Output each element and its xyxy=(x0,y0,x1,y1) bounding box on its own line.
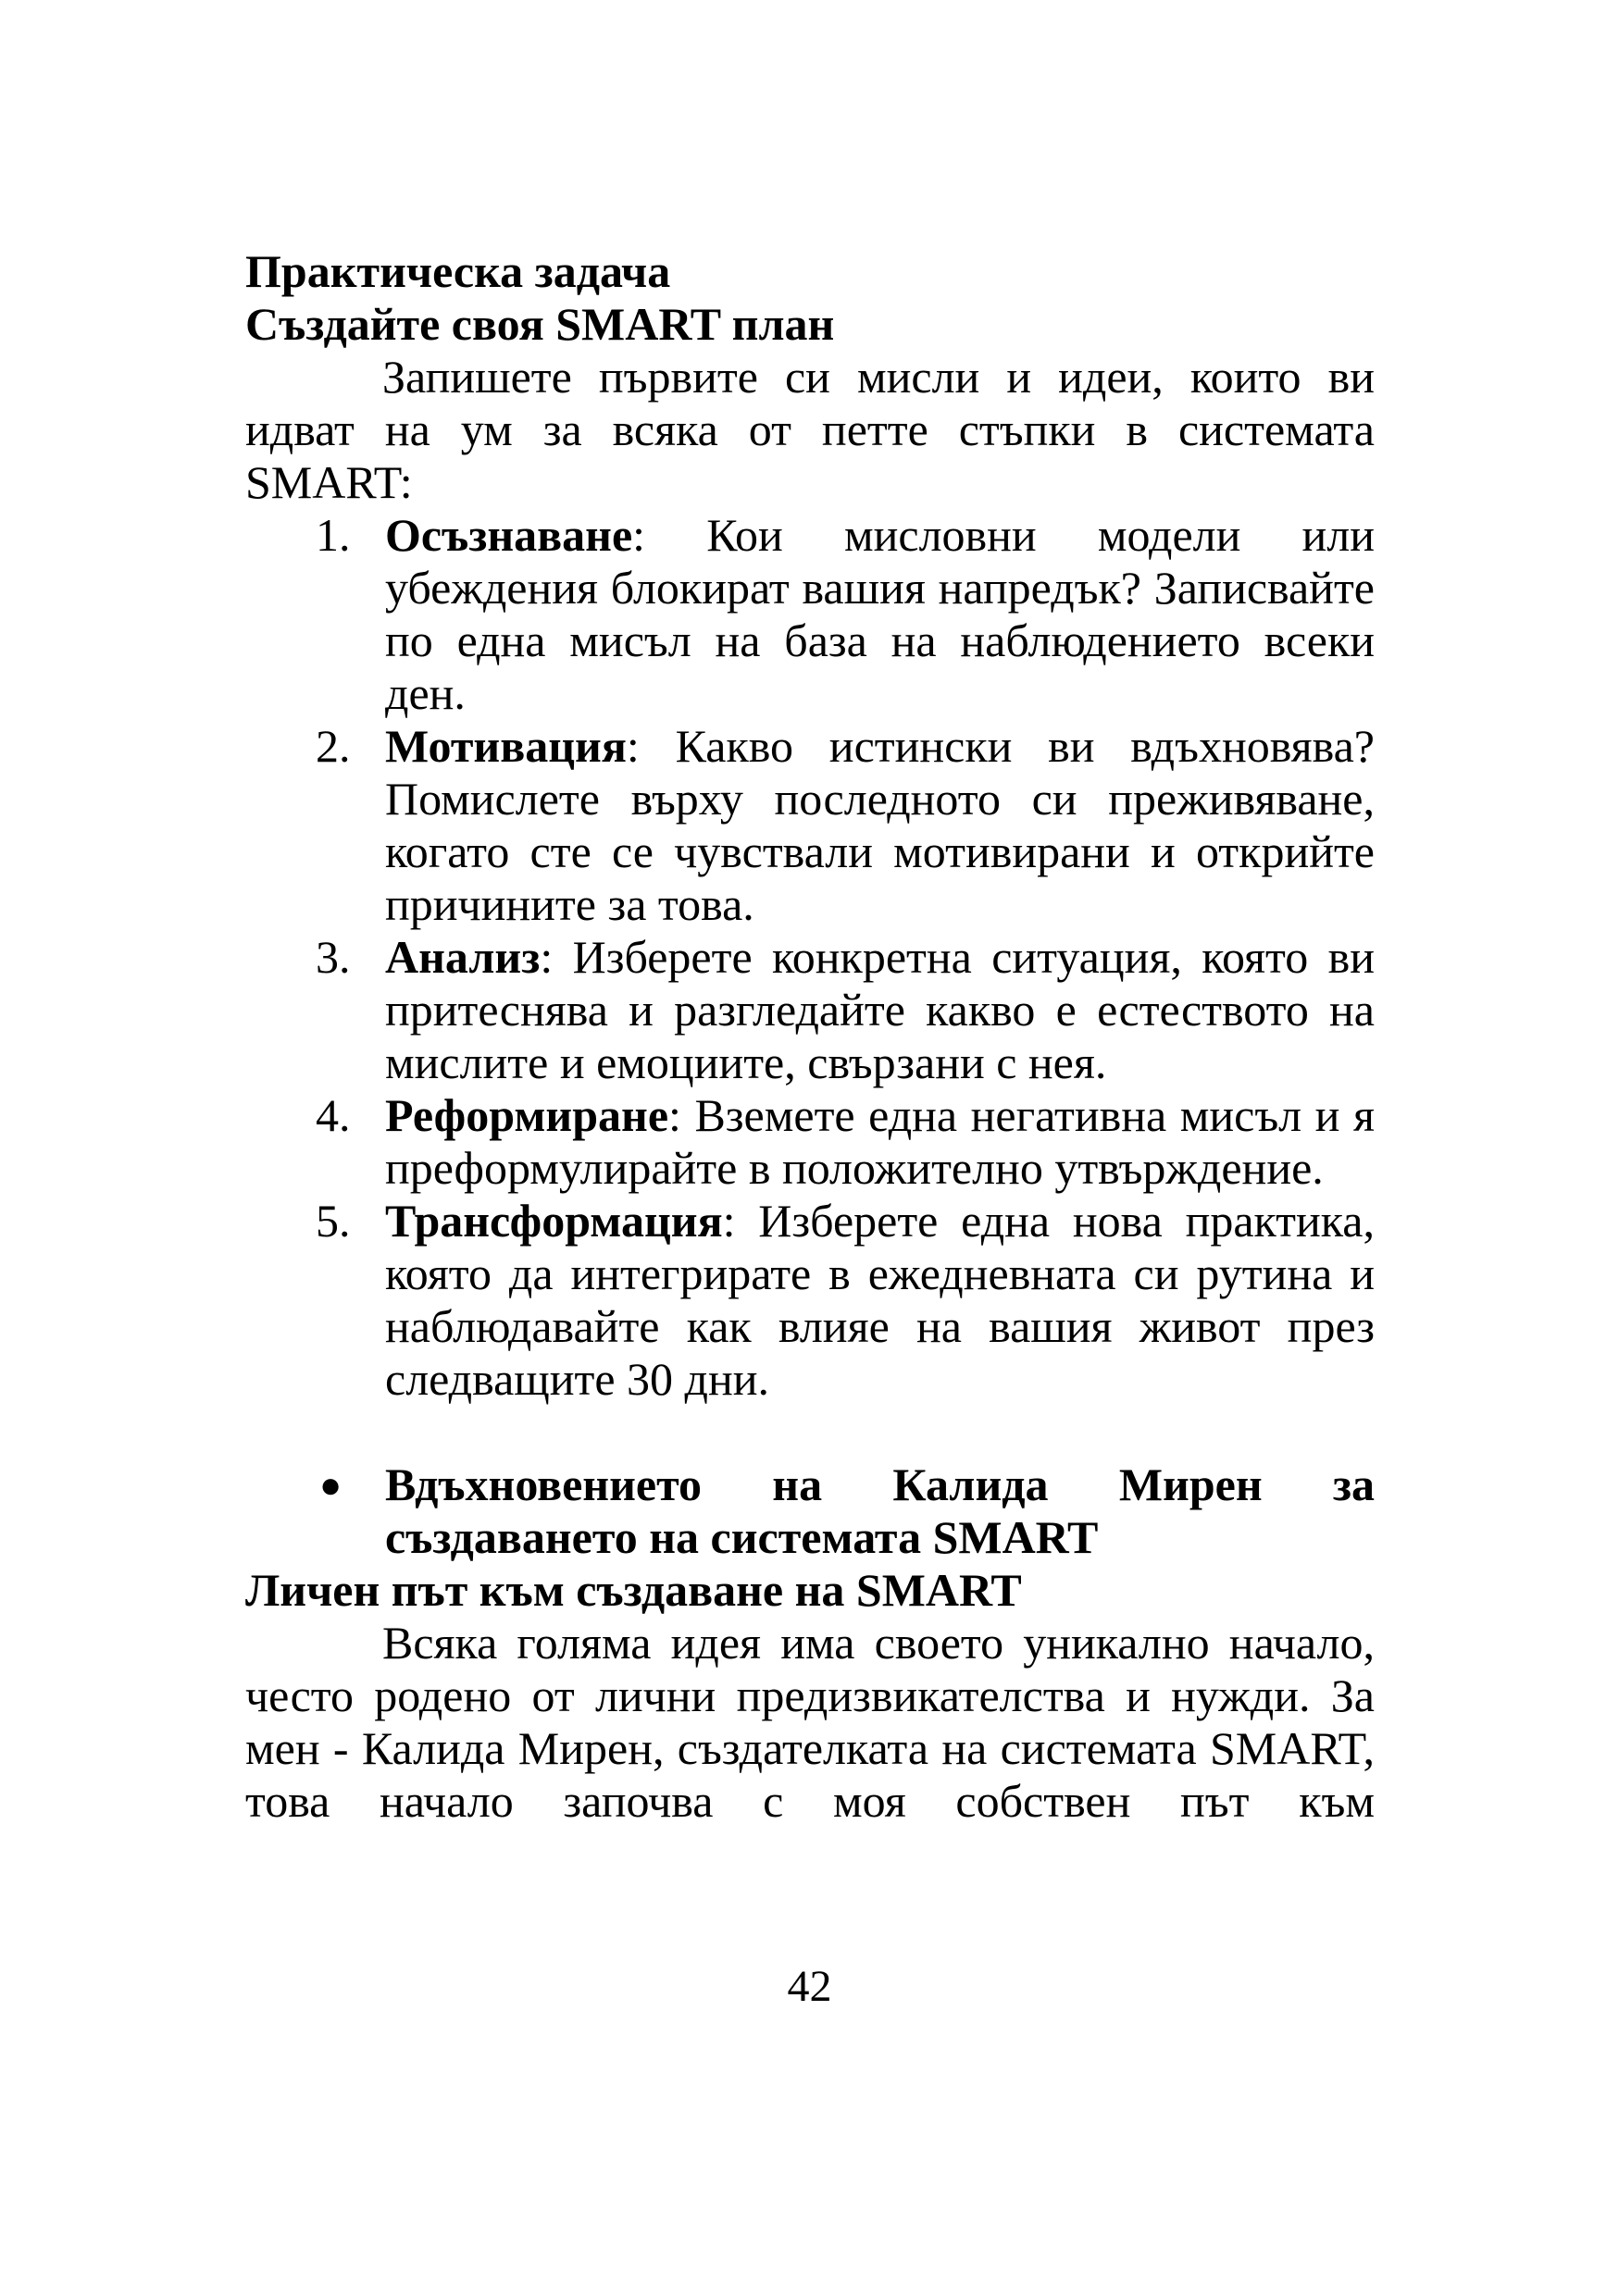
bullet-heading-text: Вдъхновението на Калида Мирен за създаването на системата SMART xyxy=(385,1458,1375,1563)
list-item xyxy=(245,1195,1375,1406)
list-item-term: Анализ xyxy=(385,931,541,983)
list-item-term: Трансформация xyxy=(385,1195,723,1247)
section-subtitle: Създайте своя SMART план xyxy=(245,298,835,350)
page-number: 42 xyxy=(787,1962,832,2011)
list-item-text: : Кои мисловни модели или убеждения блокират вашия напредък? Записвайте по една мисъл на база на наблюдението всеки ден. xyxy=(385,509,1375,719)
section2-paragraph: Всяка голяма идея има своето уникално начало, често родено от лични предизвикателства и нужди. За мен - Калида Мирен, създателката на системата SMART, това начало започва с моя собствен път към xyxy=(245,1617,1375,1827)
intro-paragraph: Запишете първите си мисли и идеи, които ви идват на ум за всяка от петте стъпки в системата SMART: xyxy=(245,351,1375,508)
list-item-text: : Изберете една нова практика, която да интегрирате в ежедневната си рутина и наблюдавайте как влияе на вашия живот през следващите 30 дни. xyxy=(385,1195,1375,1405)
list-item xyxy=(245,931,1375,1089)
section2-title: Личен път към създаване на SMART xyxy=(245,1564,1022,1616)
list-item-number: 1. xyxy=(316,509,351,561)
list-item-text: : Какво истински ви вдъхновява? Помислете върху последното си преживяване, когато сте се чувствали мотивирани и открийте причините за това. xyxy=(385,720,1375,930)
bullet-icon: ● xyxy=(319,1464,342,1506)
list-item-term: Осъзнаване xyxy=(385,509,633,561)
bullet-heading xyxy=(245,1458,1375,1564)
list-item-term: Реформиране xyxy=(385,1089,669,1141)
list-item-text: : Вземете една негативна мисъл и я преформулирайте в положително утвърждение. xyxy=(385,1089,1375,1194)
list-item-text: : Изберете конкретна ситуация, която ви притеснява и разгледайте какво е естеството на мислите и емоциите, свързани с нея. xyxy=(385,931,1375,1088)
blank-line xyxy=(245,1406,1375,1458)
page-content xyxy=(245,245,1375,1828)
list-item xyxy=(245,1089,1375,1195)
list-item xyxy=(245,720,1375,931)
list-item-number: 5. xyxy=(316,1195,351,1247)
list-item-number: 4. xyxy=(316,1089,351,1141)
list-item-number: 2. xyxy=(316,720,351,772)
section-title: Практическа задача xyxy=(245,245,671,297)
list-item-term: Мотивация xyxy=(385,720,627,772)
list-item-number: 3. xyxy=(316,931,351,983)
list-item xyxy=(245,509,1375,720)
steps-list xyxy=(245,509,1375,1406)
